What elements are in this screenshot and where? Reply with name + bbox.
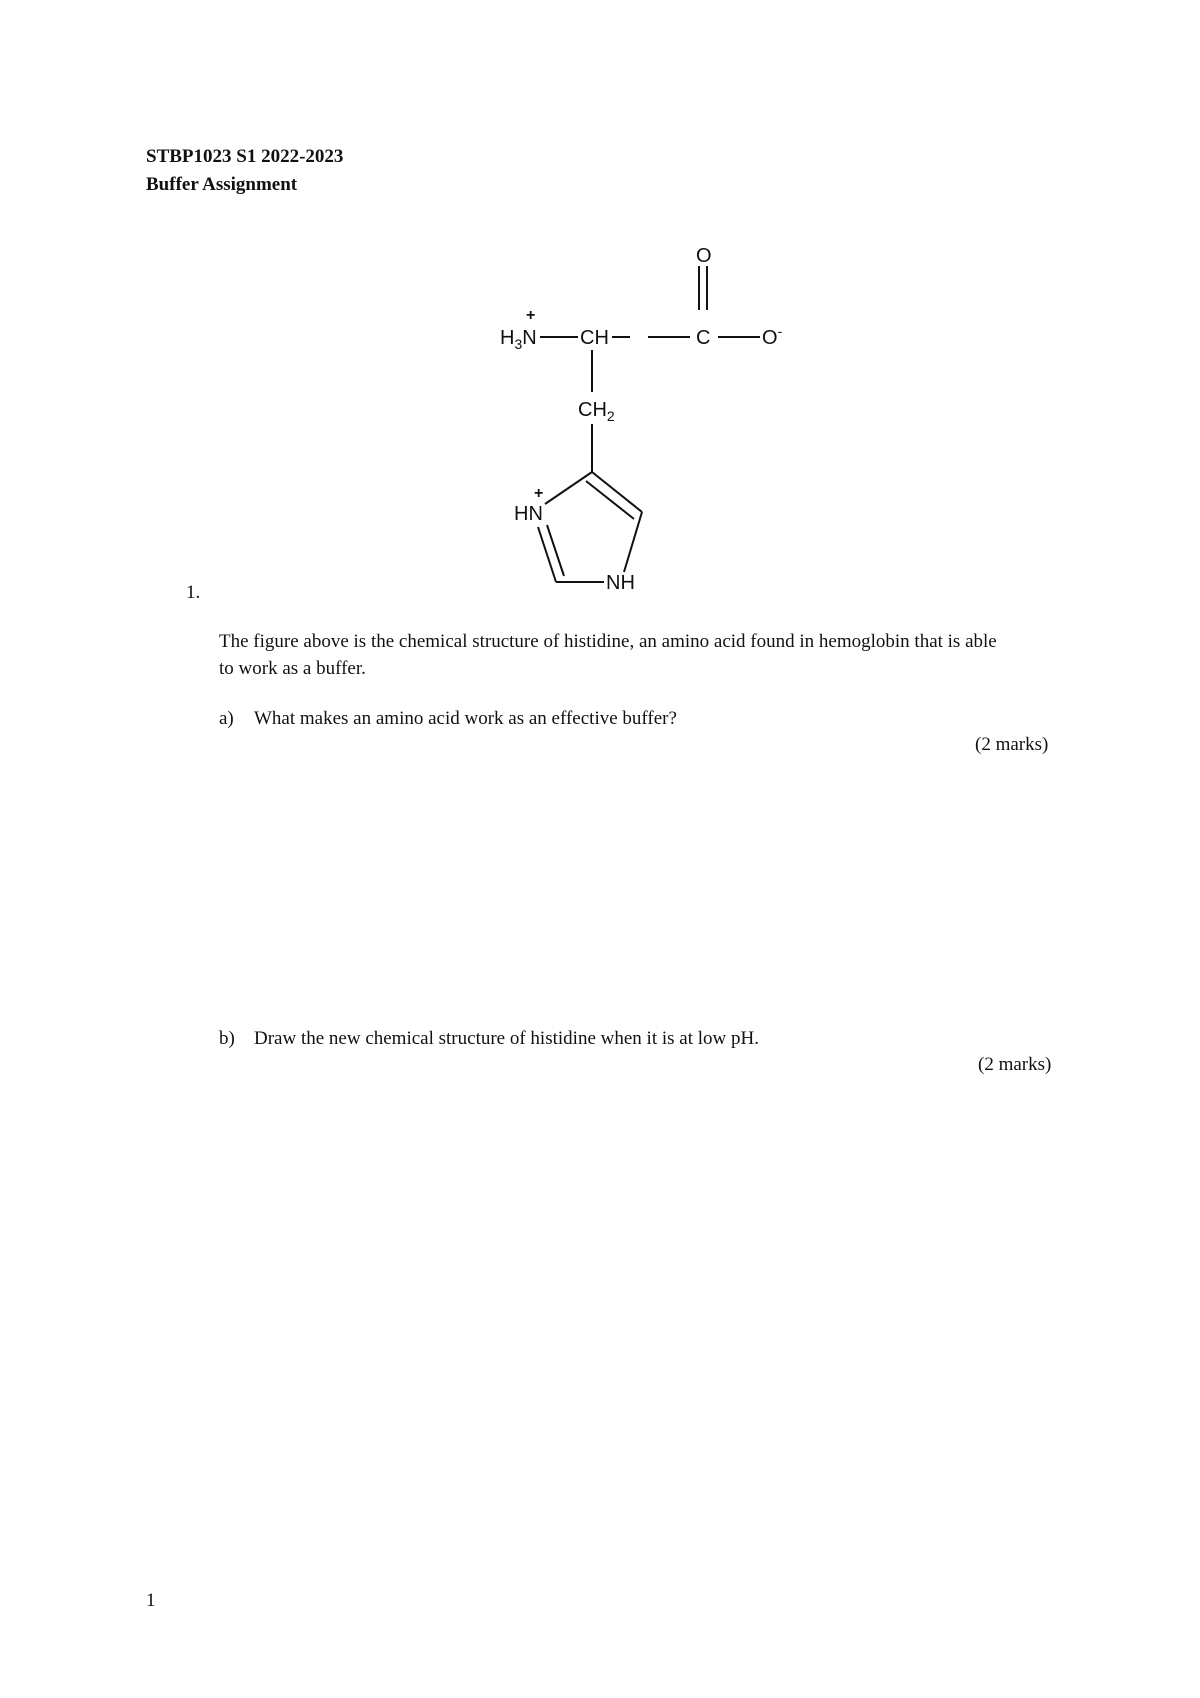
atom-h3n-subscript: 3	[514, 336, 523, 352]
page-number: 1	[146, 1590, 156, 1611]
atom-nh: NH	[606, 572, 635, 594]
ring-plus-charge: +	[534, 485, 544, 502]
atom-o-minus-o: O	[762, 327, 778, 349]
question-intro-line-2: to work as a buffer.	[219, 658, 366, 679]
atom-h3n-h: H	[500, 327, 515, 349]
histidine-structure	[500, 242, 820, 602]
part-b-label: b)	[219, 1028, 235, 1049]
atom-c: C	[696, 327, 711, 349]
amine-plus-charge: +	[526, 307, 536, 324]
question-number: 1.	[186, 582, 201, 603]
atom-h3n	[500, 327, 537, 352]
atom-ch2	[578, 399, 615, 424]
atom-ch2-ch: CH	[578, 399, 607, 421]
atom-o-top: O	[696, 245, 712, 267]
atom-h3n-n: N	[522, 327, 537, 349]
question-intro-line-1: The figure above is the chemical structure of histidine, an amino acid found in hemoglobin that is able	[219, 631, 997, 652]
bond-ring-hn-c	[538, 527, 556, 582]
bond-ring-c-hn	[545, 472, 592, 504]
assignment-title: Buffer Assignment	[146, 174, 298, 195]
atom-ch2-subscript: 2	[606, 408, 615, 424]
bond-lines	[538, 266, 760, 582]
part-b-question: Draw the new chemical structure of histidine when it is at low pH.	[254, 1028, 759, 1049]
part-a-question: What makes an amino acid work as an effective buffer?	[254, 708, 677, 729]
atom-ch: CH	[580, 327, 609, 349]
part-a-label: a)	[219, 708, 234, 729]
bond-ring-c-nh	[624, 512, 642, 572]
atom-o-minus	[762, 323, 783, 349]
atom-hn: HN	[514, 503, 543, 525]
course-line: STBP1023 S1 2022-2023	[146, 146, 344, 167]
part-b-marks: (2 marks)	[978, 1054, 1052, 1075]
part-a-marks: (2 marks)	[975, 734, 1049, 755]
bond-ring-hn-c-double	[547, 525, 564, 576]
atom-o-minus-sign: -	[777, 323, 783, 339]
